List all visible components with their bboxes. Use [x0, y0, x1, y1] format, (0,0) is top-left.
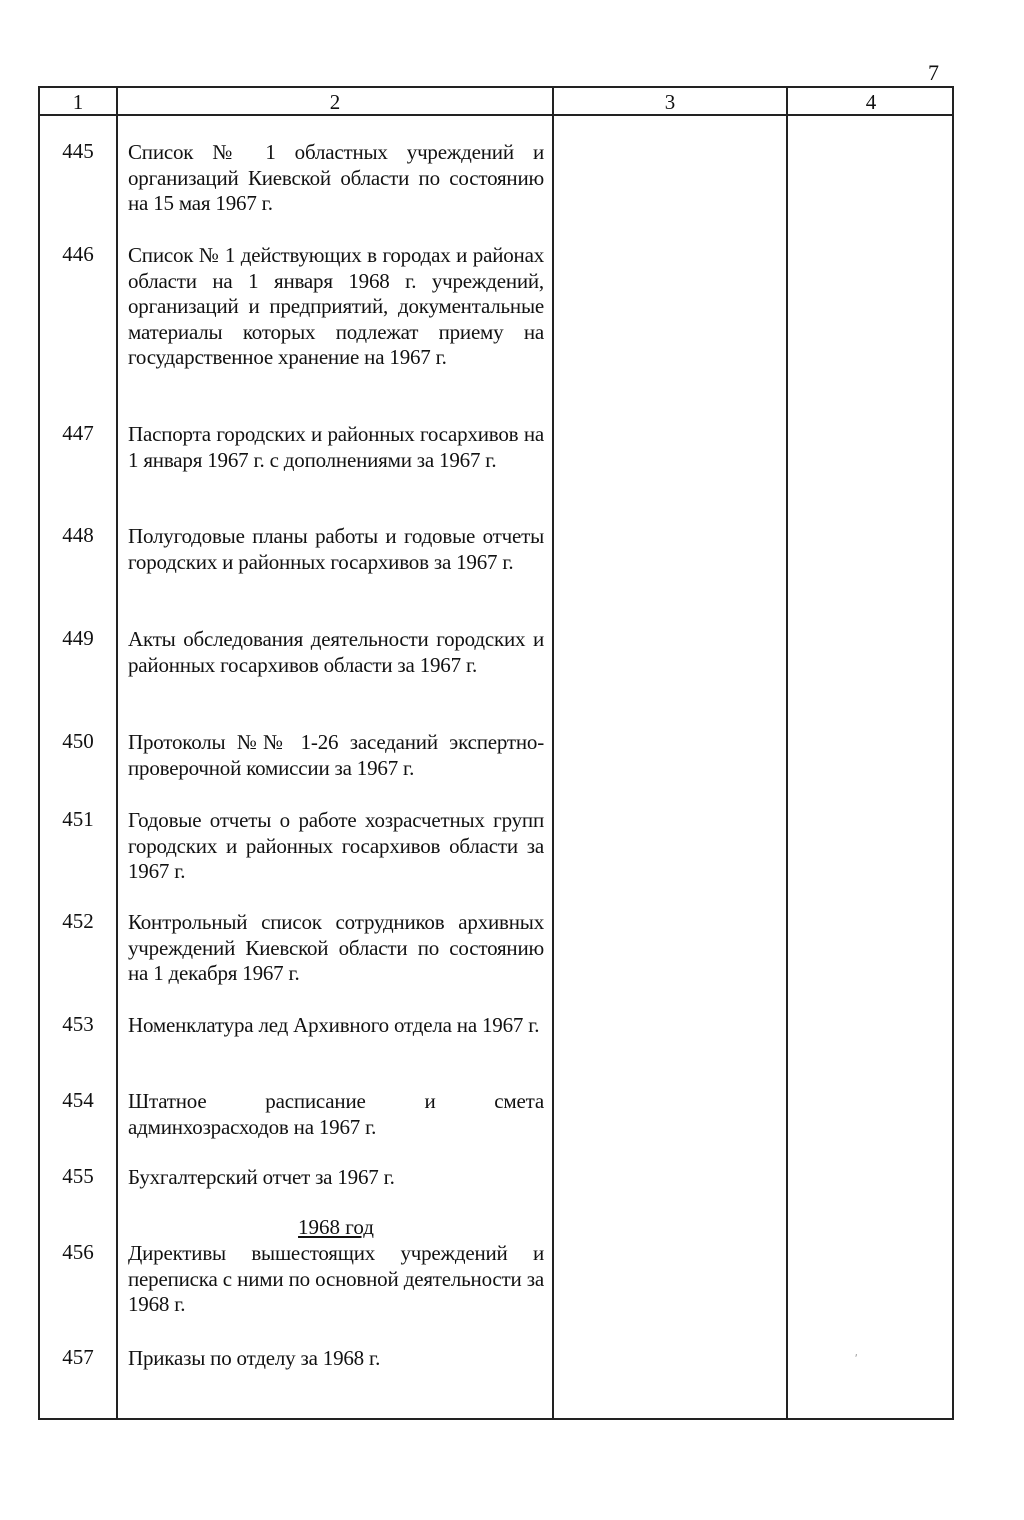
header-rule — [40, 114, 952, 116]
entry-number: 455 — [62, 1164, 94, 1188]
entry-title: Приказы по отделу за 1968 г. — [128, 1346, 381, 1370]
entry-number: 449 — [62, 626, 94, 650]
header-col-2: 2 — [329, 90, 341, 114]
entry-title: Список № 1 областных учреждений и организаций Киевской области по состоянию на 15 мая 1967 г. — [128, 140, 544, 216]
entry-title: Контрольный список сотрудников архивных учреждений Киевской области по состоянию на 1 декабря 1967 г. — [128, 910, 544, 986]
page-number: 7 — [928, 60, 939, 85]
entry-title: Паспорта городских и районных госархивов на 1 января 1967 г. с дополнениями за 1967 г. — [128, 422, 544, 472]
column-divider-1 — [116, 88, 118, 1418]
entry-title: Бухгалтерский отчет за 1967 г. — [128, 1165, 395, 1189]
header-col-3: 3 — [664, 90, 676, 114]
entry-title: Номенклатура лед Архивного отдела на 1967 г. — [128, 1013, 540, 1037]
entry-title: Протоколы №№ 1-26 заседаний экспертно-проверочной комиссии за 1967 г. — [128, 730, 544, 780]
pencil-mark: ʹ — [855, 1351, 858, 1365]
entry-title: Директивы вышестоящих учреждений и переписка с ними по основной деятельности за 1968 г. — [128, 1241, 544, 1317]
entry-number: 451 — [62, 807, 94, 831]
entry-number: 457 — [62, 1345, 94, 1369]
entry-number: 456 — [62, 1240, 94, 1264]
column-divider-2 — [552, 88, 554, 1418]
header-col-4: 4 — [865, 90, 877, 114]
entry-number: 450 — [62, 729, 94, 753]
header-col-1: 1 — [72, 90, 84, 114]
entry-number: 446 — [62, 242, 94, 266]
entry-title: Годовые отчеты о работе хозрасчетных групп городских и районных госархивов области за 1967 г. — [128, 808, 544, 884]
column-divider-3 — [786, 88, 788, 1418]
year-section-heading: 1968 год — [298, 1215, 374, 1239]
entry-number: 452 — [62, 909, 94, 933]
entry-number: 448 — [62, 523, 94, 547]
entry-title: Акты обследования деятельности городских и районных госархивов области за 1967 г. — [128, 627, 544, 677]
entry-number: 445 — [62, 139, 94, 163]
entry-title: Штатное расписание и смета админхозрасходов на 1967 г. — [128, 1089, 544, 1139]
entry-title: Список № 1 действующих в городах и районах области на 1 января 1968 г. учреждений, организаций и предприятий, документальные материалы которых подлежат приему на государственное хранение на 1967 г. — [128, 243, 544, 370]
entry-number: 454 — [62, 1088, 94, 1112]
entry-title: Полугодовые планы работы и годовые отчеты городских и районных госархивов за 1967 г. — [128, 524, 544, 574]
entry-number: 447 — [62, 421, 94, 445]
entry-number: 453 — [62, 1012, 94, 1036]
